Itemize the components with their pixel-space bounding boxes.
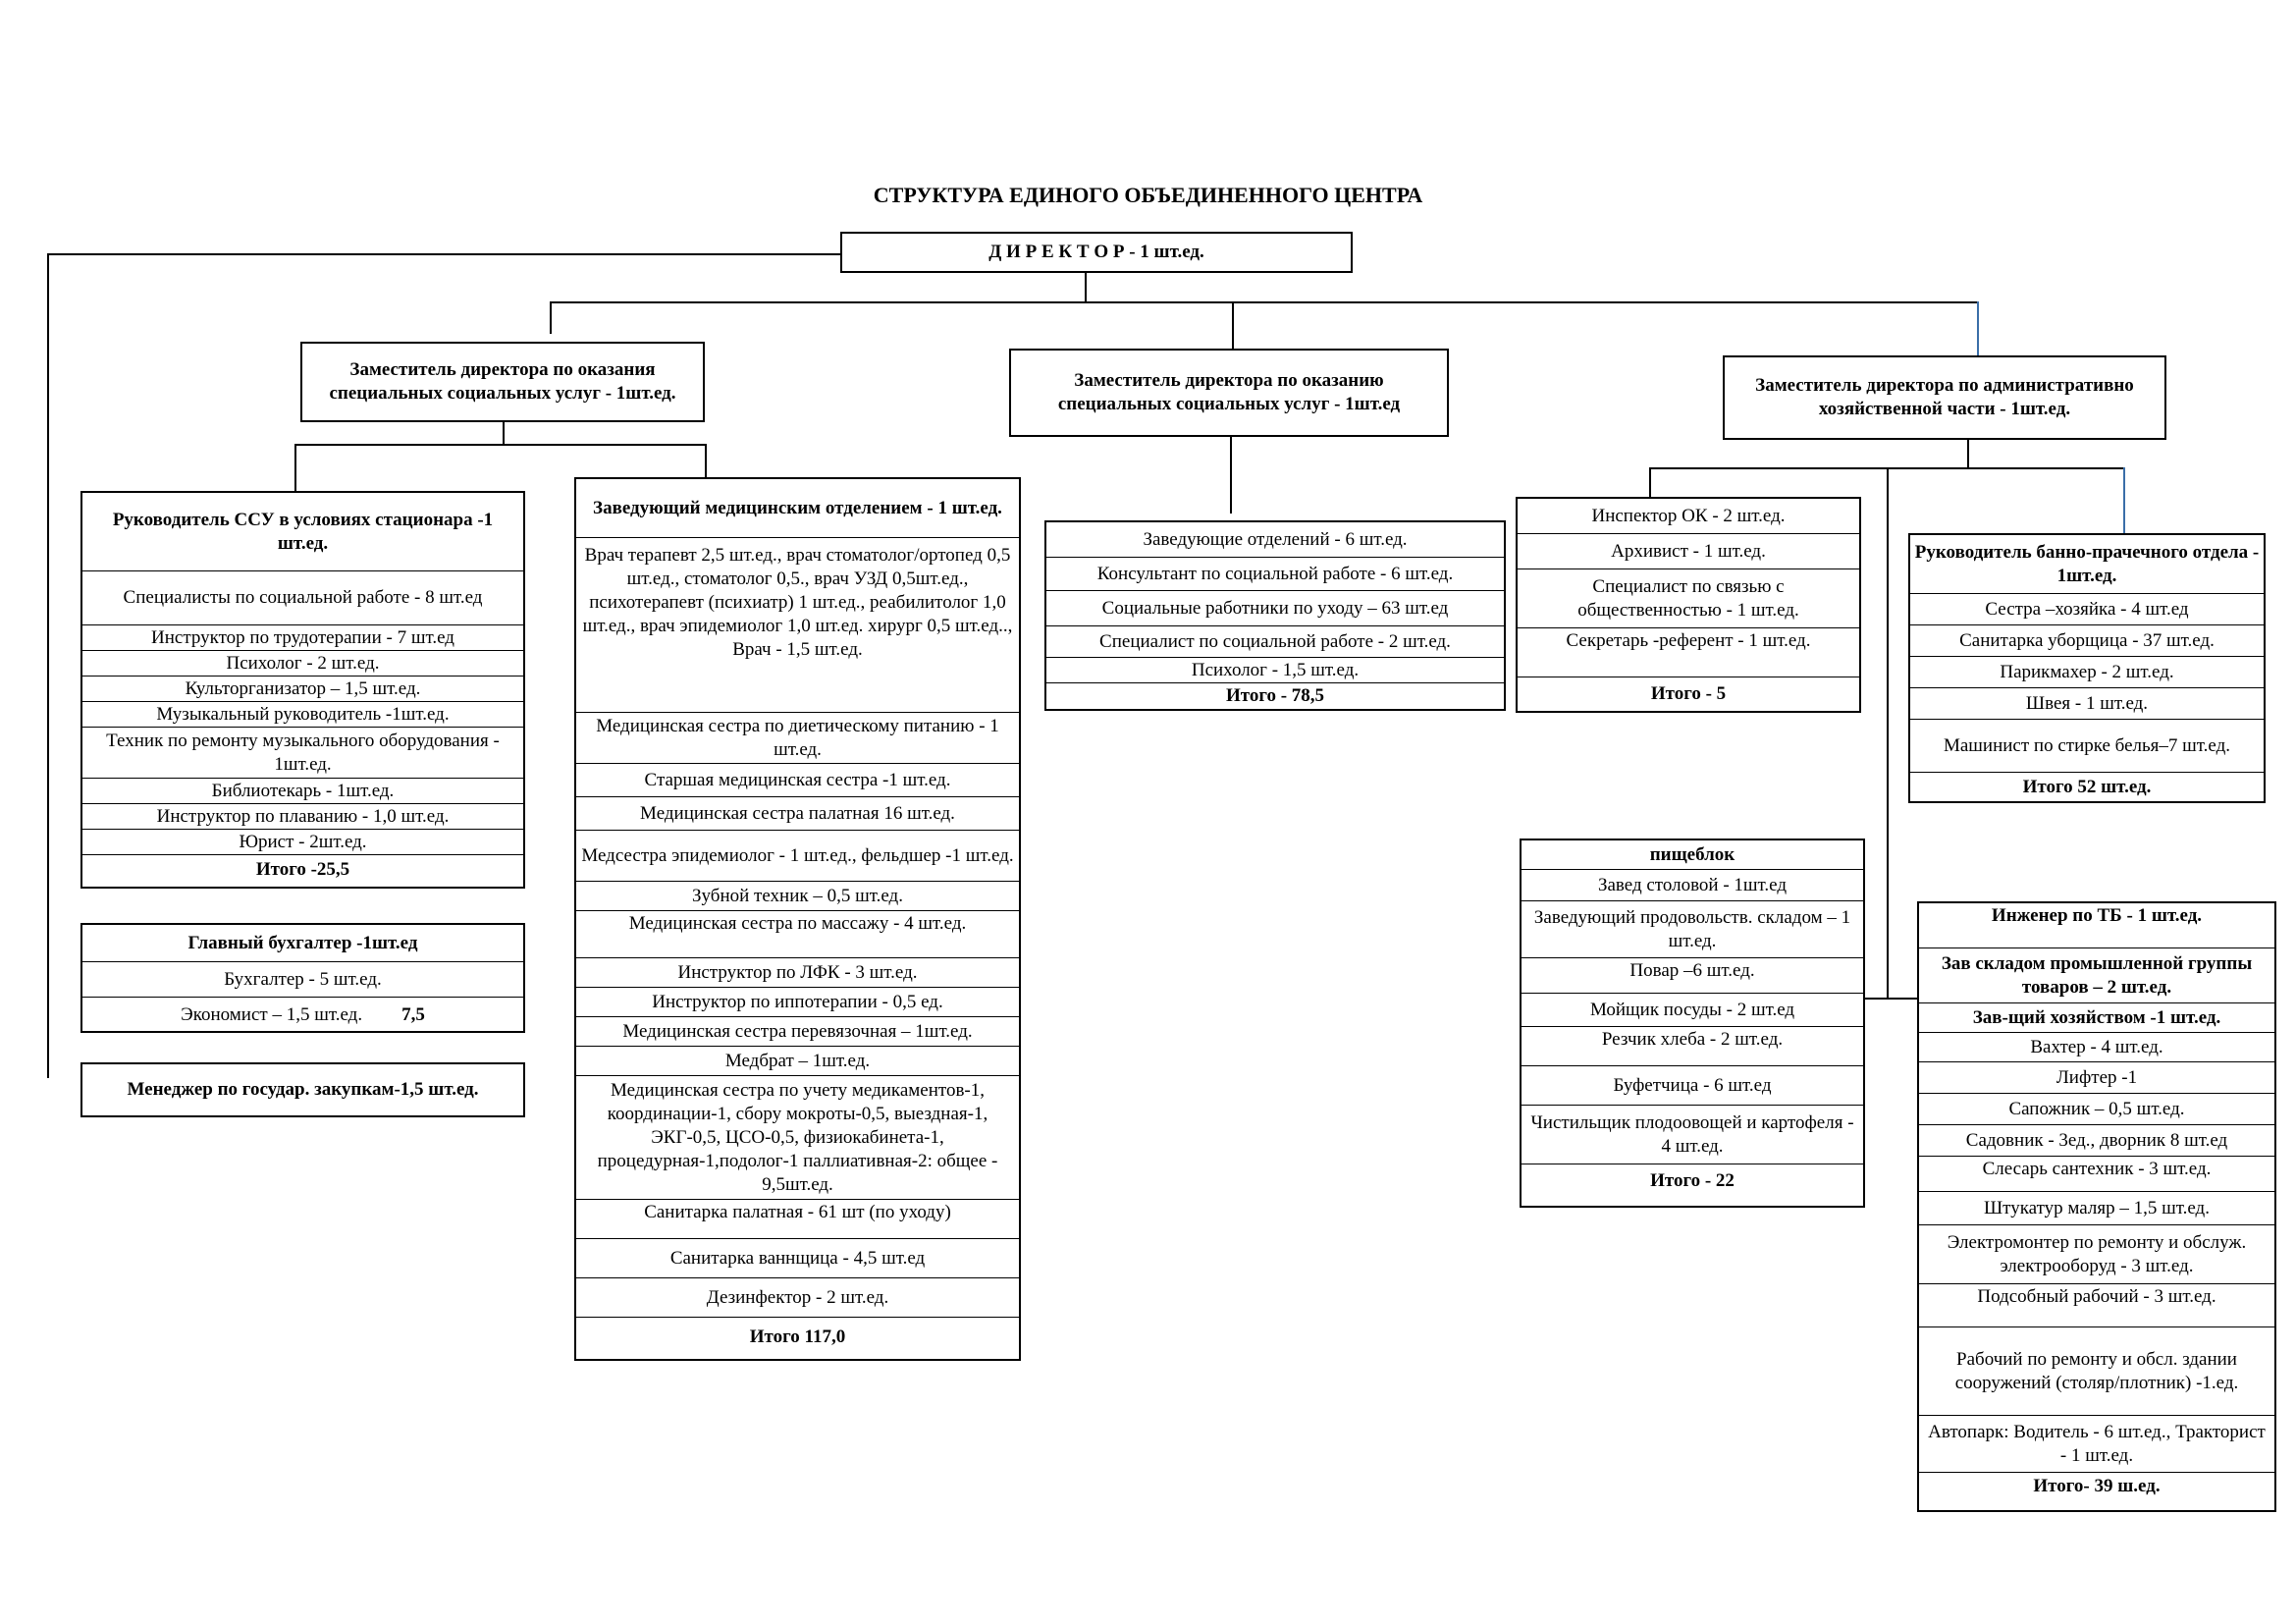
page-title: СТРУКТУРА ЕДИНОГО ОБЪЕДИНЕННОГО ЦЕНТРА bbox=[873, 183, 1423, 207]
list-item: Штукатур маляр – 1,5 шт.ед. bbox=[1919, 1192, 2274, 1225]
list-item: Чистильщик плодоовощей и картофеля - 4 шт.ед. bbox=[1522, 1106, 1863, 1164]
accounting-box bbox=[80, 923, 525, 1033]
list-item: Резчик хлеба - 2 шт.ед. bbox=[1522, 1027, 1863, 1066]
list-item: Медицинская сестра по учету медикаментов-1, координации-1, сбору мокроты-0,5, выездная-1, ЭКГ-0,5, ЦСО-0,5, физиокабинета-1, процедурная-1,подолог-1 паллиативная-2: общее - 9,5шт.ед. bbox=[576, 1076, 1019, 1200]
list-item: Музыкальный руководитель -1шт.ед. bbox=[82, 702, 523, 728]
connector-line bbox=[47, 253, 840, 255]
connector-line bbox=[1230, 437, 1232, 514]
connector-line bbox=[1887, 467, 1889, 998]
total-row: Итого - 78,5 bbox=[1225, 685, 1325, 706]
list-item: Санитарка уборщица - 37 шт.ед. bbox=[1910, 625, 2264, 657]
connector-line bbox=[1232, 301, 1234, 349]
total-row: Итого - 5 bbox=[1650, 683, 1727, 704]
list-item: Инструктор по плаванию - 1,0 шт.ед. bbox=[82, 804, 523, 830]
list-item: Бухгалтер - 5 шт.ед. bbox=[82, 962, 523, 998]
list-item: Архивист - 1 шт.ед. bbox=[1518, 534, 1859, 569]
list-item: Буфетчица - 6 шт.ед bbox=[1522, 1066, 1863, 1106]
economist-row bbox=[82, 998, 523, 1033]
connector-line bbox=[705, 444, 707, 477]
list-item: Культорганизатор – 1,5 шт.ед. bbox=[82, 677, 523, 702]
list-item: Лифтер -1 bbox=[1919, 1062, 2274, 1094]
connector-line bbox=[2123, 467, 2125, 533]
list-item: Завед столовой - 1шт.ед bbox=[1522, 870, 1863, 901]
list-item: Специалисты по социальной работе - 8 шт.ед bbox=[82, 571, 523, 625]
laundry-box bbox=[1908, 533, 2266, 803]
connector-line bbox=[47, 253, 49, 1078]
list-item: Специалист по социальной работе - 2 шт.ед. bbox=[1046, 626, 1504, 658]
list-item: Медицинская сестра по массажу - 4 шт.ед. bbox=[576, 911, 1019, 958]
list-item: Медицинская сестра по диетическому питанию - 1 шт.ед. bbox=[576, 713, 1019, 764]
connector-line bbox=[294, 444, 707, 446]
list-item: Заведующий продовольств. складом – 1 шт.ед. bbox=[1522, 901, 1863, 958]
total-row: Итого- 39 ш.ед. bbox=[2033, 1476, 2161, 1496]
list-item: Медицинская сестра перевязочная – 1шт.ед. bbox=[576, 1017, 1019, 1047]
list-item: Автопарк: Водитель - 6 шт.ед., Тракторист - 1 шт.ед. bbox=[1919, 1416, 2274, 1473]
list-item: Вахтер - 4 шт.ед. bbox=[1919, 1033, 2274, 1062]
list-item: Психолог - 1,5 шт.ед. bbox=[1046, 658, 1504, 683]
medical-department-box bbox=[574, 477, 1021, 1361]
accounting-header: Главный бухгалтер -1шт.ед bbox=[82, 925, 523, 962]
list-item: Парикмахер - 2 шт.ед. bbox=[1910, 657, 2264, 688]
list-item: Санитарка палатная - 61 шт (по уходу) bbox=[576, 1200, 1019, 1239]
ssu-header: Руководитель ССУ в условиях стационара -1 шт.ед. bbox=[82, 493, 523, 571]
director-box bbox=[840, 232, 1353, 273]
maintenance-header: Инженер по ТБ - 1 шт.ед. bbox=[1919, 903, 2274, 948]
connector-line bbox=[1977, 301, 1979, 355]
list-item: Слесарь сантехник - 3 шт.ед. bbox=[1919, 1157, 2274, 1192]
connector-line bbox=[550, 301, 552, 334]
list-item: Медбрат – 1шт.ед. bbox=[576, 1047, 1019, 1076]
total-row: Итого - 22 bbox=[1650, 1170, 1735, 1191]
list-item: Электромонтер по ремонту и обслуж. электрооборуд - 3 шт.ед. bbox=[1919, 1225, 2274, 1284]
list-item: Сапожник – 0,5 шт.ед. bbox=[1919, 1094, 2274, 1125]
director-label: Д И Р Е К Т О Р - 1 шт.ед. bbox=[988, 242, 1204, 262]
list-item: Мойщик посуды - 2 шт.ед bbox=[1522, 994, 1863, 1027]
list-item: Медицинская сестра палатная 16 шт.ед. bbox=[576, 797, 1019, 831]
connector-line bbox=[503, 420, 505, 445]
list-item: Сестра –хозяйка - 4 шт.ед bbox=[1910, 594, 2264, 625]
list-item: Подсобный рабочий - 3 шт.ед. bbox=[1919, 1284, 2274, 1327]
ssu-department-box bbox=[80, 491, 525, 889]
list-item: Медсестра эпидемиолог - 1 шт.ед., фельдшер -1 шт.ед. bbox=[576, 831, 1019, 882]
sub-header: Зав складом промышленной группы товаров – 2 шт.ед. bbox=[1919, 948, 2274, 1003]
list-item: Дезинфектор - 2 шт.ед. bbox=[576, 1278, 1019, 1318]
total-row: Итого -25,5 bbox=[255, 859, 350, 880]
list-item: Инспектор ОК - 2 шт.ед. bbox=[1518, 499, 1859, 534]
list-item: Инструктор по ЛФК - 3 шт.ед. bbox=[576, 958, 1019, 988]
deputy-label: Заместитель директора по оказанию специальных социальных услуг - 1шт.ед bbox=[1057, 370, 1401, 414]
list-item: Санитарка ваннщица - 4,5 шт.ед bbox=[576, 1239, 1019, 1278]
sub-header: Зав-щий хозяйством -1 шт.ед. bbox=[1919, 1003, 2274, 1033]
total-row: Итого 52 шт.ед. bbox=[2022, 777, 2152, 797]
laundry-header: Руководитель банно-прачечного отдела - 1шт.ед. bbox=[1910, 535, 2264, 594]
list-item: Юрист - 2шт.ед. bbox=[82, 830, 523, 855]
connector-line bbox=[1865, 998, 1918, 1000]
list-item: Психолог - 2 шт.ед. bbox=[82, 651, 523, 677]
list-item: Инструктор по иппотерапии - 0,5 ед. bbox=[576, 988, 1019, 1017]
deputy-label: Заместитель директора по оказания специальных социальных услуг - 1шт.ед. bbox=[329, 359, 676, 404]
kitchen-header: пищеблок bbox=[1522, 840, 1863, 870]
connector-line bbox=[294, 444, 296, 491]
list-item: Секретарь -референт - 1 шт.ед. bbox=[1518, 628, 1859, 677]
total-row: Итого 117,0 bbox=[749, 1326, 846, 1347]
deputy-social-services-box bbox=[300, 342, 705, 422]
connector-line bbox=[1967, 438, 1969, 467]
medical-header: Заведующий медицинским отделением - 1 шт.ед. bbox=[576, 479, 1019, 538]
list-item: Рабочий по ремонту и обсл. здании сооружений (столяр/плотник) -1.ед. bbox=[1919, 1327, 2274, 1416]
doctors-row: Врач терапевт 2,5 шт.ед., врач стоматолог/ортопед 0,5 шт.ед., стоматолог 0,5., врач УЗД 0,5шт.ед., психотерапевт (психиатр) 1 шт.ед., реабилитолог 1,0 шт.ед., врач эпидемиолог 1,0 шт.ед. хирург 0,5 шт.ед.., Врач - 1,5 шт.ед. bbox=[576, 538, 1019, 713]
economist-label: Экономист – 1,5 шт.ед. bbox=[181, 1004, 363, 1025]
accounting-total: 7,5 bbox=[401, 1004, 425, 1025]
list-item: Социальные работники по уходу – 63 шт.ед bbox=[1046, 591, 1504, 626]
procurement-box bbox=[80, 1062, 525, 1117]
list-item: Швея - 1 шт.ед. bbox=[1910, 688, 2264, 720]
deputy-label: Заместитель директора по административно хозяйственной части - 1шт.ед. bbox=[1755, 375, 2134, 419]
hr-box bbox=[1516, 497, 1861, 713]
list-item: Машинист по стирке белья–7 шт.ед. bbox=[1910, 720, 2264, 773]
list-item: Заведующие отделений - 6 шт.ед. bbox=[1046, 522, 1504, 558]
list-item: Специалист по связью с общественностью - 1 шт.ед. bbox=[1518, 569, 1859, 628]
deputy-admin-box bbox=[1723, 355, 2166, 440]
connector-line bbox=[1649, 467, 1651, 497]
kitchen-box bbox=[1520, 839, 1865, 1208]
procurement-label: Менеджер по государ. закупкам-1,5 шт.ед. bbox=[127, 1079, 479, 1100]
list-item: Повар –6 шт.ед. bbox=[1522, 958, 1863, 994]
list-item: Техник по ремонту музыкального оборудования - 1шт.ед. bbox=[82, 728, 523, 779]
list-item: Консультант по социальной работе - 6 шт.ед. bbox=[1046, 558, 1504, 591]
departments-box bbox=[1044, 520, 1506, 711]
connector-line bbox=[1085, 273, 1087, 302]
deputy-social-services-2-box bbox=[1009, 349, 1449, 437]
list-item: Библиотекарь - 1шт.ед. bbox=[82, 779, 523, 804]
connector-line bbox=[550, 301, 1978, 303]
maintenance-box bbox=[1917, 901, 2276, 1512]
list-item: Зубной техник – 0,5 шт.ед. bbox=[576, 882, 1019, 911]
list-item: Садовник - 3ед., дворник 8 шт.ед bbox=[1919, 1125, 2274, 1157]
list-item: Старшая медицинская сестра -1 шт.ед. bbox=[576, 764, 1019, 797]
list-item: Инструктор по трудотерапии - 7 шт.ед bbox=[82, 625, 523, 651]
